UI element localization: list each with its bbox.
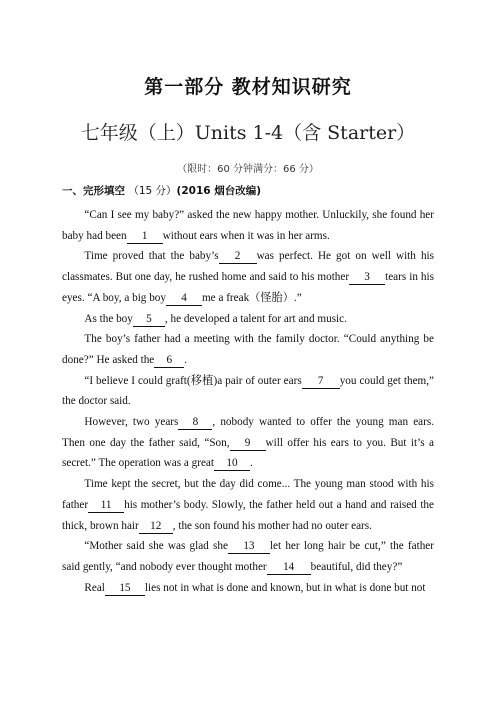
blank-12[interactable]: 12 [139,520,173,534]
paragraph: Time proved that the baby’s 2 was perfect. He got on well with his classmates. But one day, he rushed home and said to his mother 3 tears in his eyes. “A boy, a big boy 4 me a freak（怪胎）.” [62,250,434,304]
blank-9[interactable]: 9 [230,437,266,451]
blank-8[interactable]: 8 [178,416,212,430]
blank-6[interactable]: 6 [154,354,184,368]
blank-3[interactable]: 3 [349,271,385,285]
blank-2[interactable]: 2 [219,250,257,264]
paragraph: Real 15 lies not in what is done and known, but in what is done but not [84,581,426,594]
paragraph: Time kept the secret, but the day did come... The young man stood with his father 11 his mother’s body. Slowly, the father held out a hand and raised the thick, brown hair 12 , the son found his mother had no outer ears. [62,478,434,532]
blank-14[interactable]: 14 [267,561,311,575]
paragraph: However, two years 8 , nobody wanted to offer the young man ears. Then one day the father said, “Son, 9 will offer his ears to you. But it’s a secret.” The operation was a great 10 . [62,416,434,470]
time-limit-note: （限时：60 分钟满分：66 分） [177,164,319,175]
paragraph: “Can I see my baby?” asked the new happy mother. Unluckily, she found her baby had been 1 without ears when it was in her arms. [62,209,434,242]
blank-11[interactable]: 11 [88,499,124,513]
paragraph: The boy’s father had a meeting with the family doctor. “Could anything be done?” He asked the 6 . [62,333,434,366]
blank-5[interactable]: 5 [133,313,165,327]
blank-4[interactable]: 4 [166,292,202,306]
blank-7[interactable]: 7 [302,375,340,389]
paragraph: As the boy 5 , he developed a talent for art and music. [84,312,347,325]
blank-10[interactable]: 10 [214,457,250,471]
section-score: （15 分） [128,185,177,197]
blank-15[interactable]: 15 [105,582,145,596]
page-subtitle: 七年级（上）Units 1-4（含 Starter） [80,122,416,144]
blank-13[interactable]: 13 [228,540,270,554]
blank-1[interactable]: 1 [127,230,163,244]
page-title: 第一部分 教材知识研究 [144,76,352,98]
section-label: 一、完形填空 [62,185,125,197]
paragraph: “I believe I could graft(移植)a pair of outer ears 7 you could get them,” the doctor said. [62,374,435,408]
section-source: (2016 烟台改编) [176,185,262,197]
passage [62,205,434,598]
section-heading [62,183,261,198]
paragraph: “Mother said she was glad she 13 let her long hair be cut,” the father said gently, “and nobody ever thought mother 14 beautiful, did they?” [62,540,434,573]
